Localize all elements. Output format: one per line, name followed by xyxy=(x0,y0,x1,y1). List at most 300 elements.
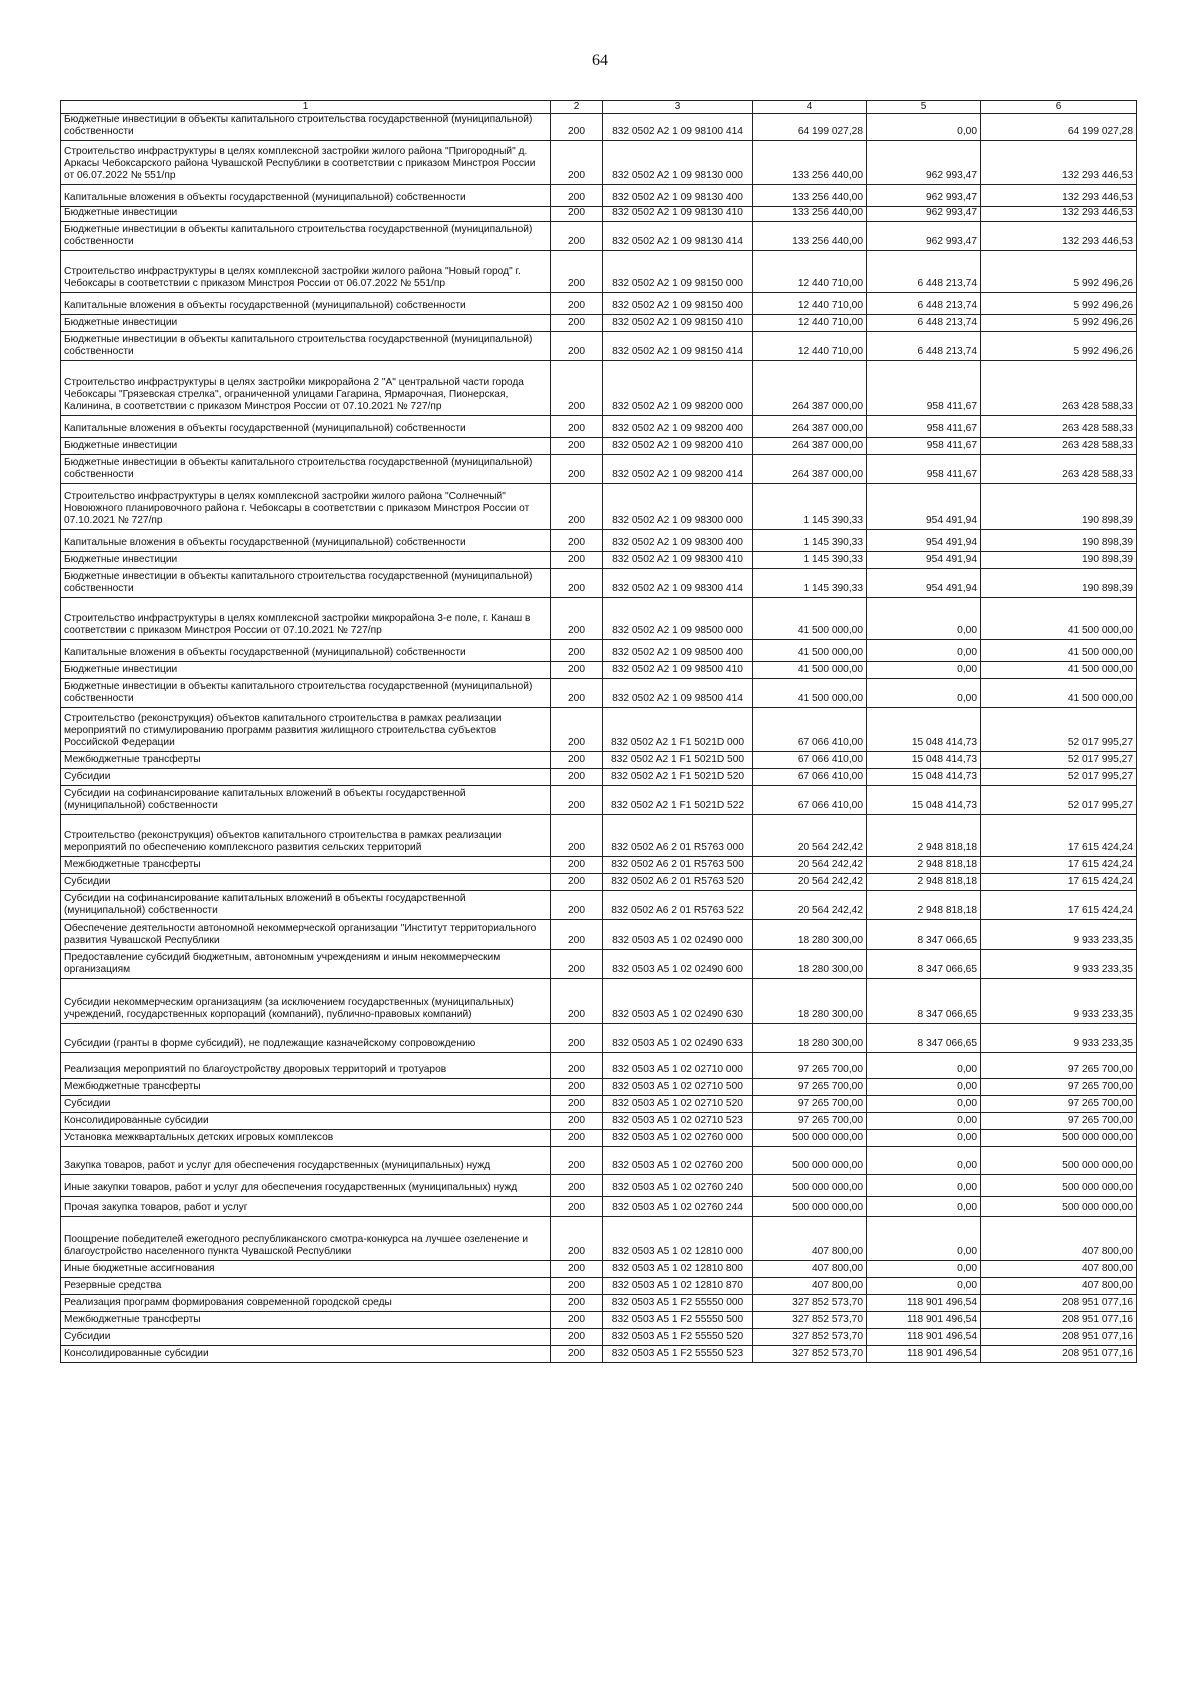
table-row xyxy=(61,250,1137,292)
amount-executed-cell: 0,00 xyxy=(867,1112,981,1129)
amount-approved-cell: 12 440 710,00 xyxy=(753,250,867,292)
amount-executed-cell: 0,00 xyxy=(867,1078,981,1095)
table-row xyxy=(61,1023,1137,1052)
code-200-cell: 200 xyxy=(551,661,603,678)
table-row xyxy=(61,1311,1137,1328)
code-200-cell: 200 xyxy=(551,360,603,415)
amount-approved-cell: 500 000 000,00 xyxy=(753,1146,867,1174)
classification-code-cell: 832 0503 A5 1 02 02490 633 xyxy=(603,1023,753,1052)
classification-code-cell: 832 0502 A2 1 09 98200 000 xyxy=(603,360,753,415)
code-200-cell: 200 xyxy=(551,768,603,785)
classification-code-cell: 832 0502 A2 1 09 98500 410 xyxy=(603,661,753,678)
code-200-cell: 200 xyxy=(551,1216,603,1260)
classification-code-cell: 832 0502 A2 1 09 98500 414 xyxy=(603,678,753,707)
code-200-cell: 200 xyxy=(551,1052,603,1078)
description-cell: Бюджетные инвестиции в объекты капитального строительства государственной (муниципальной) собственности xyxy=(61,114,551,141)
amount-remaining-cell: 500 000 000,00 xyxy=(981,1146,1137,1174)
classification-code-cell: 832 0503 A5 1 02 02710 523 xyxy=(603,1112,753,1129)
amount-approved-cell: 67 066 410,00 xyxy=(753,768,867,785)
description-cell: Строительство (реконструкция) объектов капитального строительства в рамках реализации мероприятий по стимулированию программ развития жилищного строительства субъектов Российской Федерации xyxy=(61,707,551,751)
classification-code-cell: 832 0502 A2 1 09 98150 414 xyxy=(603,331,753,360)
amount-remaining-cell: 17 615 424,24 xyxy=(981,814,1137,856)
amount-approved-cell: 264 387 000,00 xyxy=(753,415,867,437)
amount-executed-cell: 118 901 496,54 xyxy=(867,1294,981,1311)
description-cell: Обеспечение деятельности автономной некоммерческой организации "Институт территориального развития Чувашской Республики xyxy=(61,919,551,949)
amount-remaining-cell: 64 199 027,28 xyxy=(981,114,1137,141)
description-cell: Строительство инфраструктуры в целях комплексной застройки жилого района "Новый город" г. Чебоксары в соответствии с приказом Минстроя России от 06.07.2022 № 551/пр xyxy=(61,250,551,292)
description-cell: Капитальные вложения в объекты государственной (муниципальной) собственности xyxy=(61,639,551,661)
code-200-cell: 200 xyxy=(551,1078,603,1095)
classification-code-cell: 832 0502 A2 1 09 98200 414 xyxy=(603,454,753,483)
column-header: 5 xyxy=(867,101,981,114)
classification-code-cell: 832 0503 A5 1 02 02760 244 xyxy=(603,1196,753,1216)
table-row xyxy=(61,140,1137,184)
classification-code-cell: 832 0503 A5 1 02 02710 500 xyxy=(603,1078,753,1095)
table-row xyxy=(61,483,1137,529)
amount-executed-cell: 6 448 213,74 xyxy=(867,292,981,314)
table-row xyxy=(61,890,1137,919)
amount-executed-cell: 958 411,67 xyxy=(867,454,981,483)
amount-approved-cell: 133 256 440,00 xyxy=(753,184,867,206)
code-200-cell: 200 xyxy=(551,856,603,873)
amount-remaining-cell: 190 898,39 xyxy=(981,568,1137,597)
table-row xyxy=(61,1078,1137,1095)
amount-remaining-cell: 132 293 446,53 xyxy=(981,184,1137,206)
column-header: 1 xyxy=(61,101,551,114)
amount-executed-cell: 0,00 xyxy=(867,1095,981,1112)
code-200-cell: 200 xyxy=(551,114,603,141)
table-row xyxy=(61,206,1137,221)
description-cell: Поощрение победителей ежегодного республиканского смотра-конкурса на лучшее озеленение и благоустройство населенного пункта Чувашской Республики xyxy=(61,1216,551,1260)
classification-code-cell: 832 0502 A2 1 09 98130 000 xyxy=(603,140,753,184)
amount-remaining-cell: 5 992 496,26 xyxy=(981,292,1137,314)
classification-code-cell: 832 0502 A2 1 09 98300 410 xyxy=(603,551,753,568)
amount-remaining-cell: 208 951 077,16 xyxy=(981,1345,1137,1362)
amount-approved-cell: 41 500 000,00 xyxy=(753,597,867,639)
code-200-cell: 200 xyxy=(551,140,603,184)
table-row xyxy=(61,919,1137,949)
amount-executed-cell: 954 491,94 xyxy=(867,529,981,551)
classification-code-cell: 832 0502 A6 2 01 R5763 520 xyxy=(603,873,753,890)
amount-remaining-cell: 97 265 700,00 xyxy=(981,1052,1137,1078)
code-200-cell: 200 xyxy=(551,678,603,707)
amount-executed-cell: 0,00 xyxy=(867,1174,981,1196)
code-200-cell: 200 xyxy=(551,206,603,221)
classification-code-cell: 832 0502 A2 1 09 98300 000 xyxy=(603,483,753,529)
amount-remaining-cell: 97 265 700,00 xyxy=(981,1078,1137,1095)
table-row xyxy=(61,1196,1137,1216)
table-row xyxy=(61,1328,1137,1345)
amount-executed-cell: 0,00 xyxy=(867,1146,981,1174)
description-cell: Бюджетные инвестиции xyxy=(61,437,551,454)
amount-approved-cell: 1 145 390,33 xyxy=(753,551,867,568)
amount-executed-cell: 958 411,67 xyxy=(867,415,981,437)
amount-executed-cell: 962 993,47 xyxy=(867,206,981,221)
amount-approved-cell: 18 280 300,00 xyxy=(753,1023,867,1052)
classification-code-cell: 832 0502 A2 1 09 98500 000 xyxy=(603,597,753,639)
code-200-cell: 200 xyxy=(551,890,603,919)
description-cell: Бюджетные инвестиции xyxy=(61,551,551,568)
amount-executed-cell: 958 411,67 xyxy=(867,437,981,454)
amount-remaining-cell: 132 293 446,53 xyxy=(981,140,1137,184)
amount-executed-cell: 118 901 496,54 xyxy=(867,1311,981,1328)
classification-code-cell: 832 0502 A2 1 09 98150 000 xyxy=(603,250,753,292)
amount-remaining-cell: 407 800,00 xyxy=(981,1277,1137,1294)
amount-approved-cell: 18 280 300,00 xyxy=(753,978,867,1023)
amount-remaining-cell: 41 500 000,00 xyxy=(981,639,1137,661)
amount-approved-cell: 64 199 027,28 xyxy=(753,114,867,141)
amount-executed-cell: 118 901 496,54 xyxy=(867,1345,981,1362)
table-row xyxy=(61,597,1137,639)
description-cell: Капитальные вложения в объекты государственной (муниципальной) собственности xyxy=(61,529,551,551)
amount-remaining-cell: 500 000 000,00 xyxy=(981,1174,1137,1196)
code-200-cell: 200 xyxy=(551,1294,603,1311)
table-row xyxy=(61,114,1137,141)
amount-executed-cell: 15 048 414,73 xyxy=(867,751,981,768)
table-row xyxy=(61,661,1137,678)
table-row xyxy=(61,1095,1137,1112)
classification-code-cell: 832 0503 A5 1 02 02760 000 xyxy=(603,1129,753,1146)
amount-approved-cell: 133 256 440,00 xyxy=(753,140,867,184)
amount-remaining-cell: 5 992 496,26 xyxy=(981,250,1137,292)
amount-executed-cell: 15 048 414,73 xyxy=(867,768,981,785)
classification-code-cell: 832 0503 A5 1 02 12810 870 xyxy=(603,1277,753,1294)
amount-approved-cell: 12 440 710,00 xyxy=(753,314,867,331)
classification-code-cell: 832 0503 A5 1 02 02710 000 xyxy=(603,1052,753,1078)
amount-approved-cell: 1 145 390,33 xyxy=(753,568,867,597)
code-200-cell: 200 xyxy=(551,1174,603,1196)
amount-executed-cell: 962 993,47 xyxy=(867,184,981,206)
code-200-cell: 200 xyxy=(551,568,603,597)
amount-remaining-cell: 41 500 000,00 xyxy=(981,661,1137,678)
amount-remaining-cell: 97 265 700,00 xyxy=(981,1095,1137,1112)
table-row xyxy=(61,1129,1137,1146)
amount-approved-cell: 41 500 000,00 xyxy=(753,661,867,678)
amount-executed-cell: 8 347 066,65 xyxy=(867,978,981,1023)
description-cell: Строительство инфраструктуры в целях комплексной застройки жилого района "Пригородный" д. Аркасы Чебоксарского района Чувашской Республики в соответствии с приказом Минстроя России от 06.07.2022 № 551/пр xyxy=(61,140,551,184)
amount-remaining-cell: 407 800,00 xyxy=(981,1216,1137,1260)
amount-remaining-cell: 97 265 700,00 xyxy=(981,1112,1137,1129)
description-cell: Капитальные вложения в объекты государственной (муниципальной) собственности xyxy=(61,292,551,314)
code-200-cell: 200 xyxy=(551,597,603,639)
code-200-cell: 200 xyxy=(551,751,603,768)
description-cell: Бюджетные инвестиции в объекты капитального строительства государственной (муниципальной) собственности xyxy=(61,221,551,250)
table-row xyxy=(61,768,1137,785)
amount-remaining-cell: 17 615 424,24 xyxy=(981,856,1137,873)
code-200-cell: 200 xyxy=(551,1345,603,1362)
amount-approved-cell: 327 852 573,70 xyxy=(753,1328,867,1345)
description-cell: Капитальные вложения в объекты государственной (муниципальной) собственности xyxy=(61,415,551,437)
amount-executed-cell: 8 347 066,65 xyxy=(867,1023,981,1052)
table-row xyxy=(61,529,1137,551)
amount-executed-cell: 6 448 213,74 xyxy=(867,314,981,331)
classification-code-cell: 832 0502 A2 1 09 98130 410 xyxy=(603,206,753,221)
amount-approved-cell: 41 500 000,00 xyxy=(753,639,867,661)
description-cell: Строительство инфраструктуры в целях комплексной застройки микрорайона 3-е поле, г. Канаш в соответствии с приказом Минстроя России от 07.10.2021 № 727/пр xyxy=(61,597,551,639)
code-200-cell: 200 xyxy=(551,292,603,314)
amount-approved-cell: 407 800,00 xyxy=(753,1260,867,1277)
column-header: 2 xyxy=(551,101,603,114)
code-200-cell: 200 xyxy=(551,221,603,250)
amount-executed-cell: 6 448 213,74 xyxy=(867,331,981,360)
code-200-cell: 200 xyxy=(551,873,603,890)
classification-code-cell: 832 0503 A5 1 F2 55550 500 xyxy=(603,1311,753,1328)
classification-code-cell: 832 0503 A5 1 F2 55550 520 xyxy=(603,1328,753,1345)
description-cell: Предоставление субсидий бюджетным, автономным учреждениям и иным некоммерческим организациям xyxy=(61,949,551,978)
classification-code-cell: 832 0503 A5 1 02 02490 630 xyxy=(603,978,753,1023)
code-200-cell: 200 xyxy=(551,814,603,856)
amount-executed-cell: 0,00 xyxy=(867,1216,981,1260)
description-cell: Консолидированные субсидии xyxy=(61,1112,551,1129)
description-cell: Бюджетные инвестиции в объекты капитального строительства государственной (муниципальной) собственности xyxy=(61,454,551,483)
table-row xyxy=(61,814,1137,856)
description-cell: Субсидии на софинансирование капитальных вложений в объекты государственной (муниципальной) собственности xyxy=(61,890,551,919)
amount-approved-cell: 327 852 573,70 xyxy=(753,1345,867,1362)
amount-executed-cell: 2 948 818,18 xyxy=(867,873,981,890)
amount-remaining-cell: 52 017 995,27 xyxy=(981,707,1137,751)
amount-approved-cell: 500 000 000,00 xyxy=(753,1174,867,1196)
amount-remaining-cell: 132 293 446,53 xyxy=(981,221,1137,250)
amount-approved-cell: 1 145 390,33 xyxy=(753,483,867,529)
table-row xyxy=(61,707,1137,751)
classification-code-cell: 832 0502 A2 1 09 98150 410 xyxy=(603,314,753,331)
amount-approved-cell: 407 800,00 xyxy=(753,1216,867,1260)
table-row xyxy=(61,873,1137,890)
description-cell: Субсидии на софинансирование капитальных вложений в объекты государственной (муниципальной) собственности xyxy=(61,785,551,814)
amount-approved-cell: 67 066 410,00 xyxy=(753,751,867,768)
table-row xyxy=(61,1052,1137,1078)
amount-approved-cell: 97 265 700,00 xyxy=(753,1095,867,1112)
amount-approved-cell: 20 564 242,42 xyxy=(753,890,867,919)
classification-code-cell: 832 0502 A6 2 01 R5763 000 xyxy=(603,814,753,856)
amount-approved-cell: 97 265 700,00 xyxy=(753,1078,867,1095)
amount-remaining-cell: 52 017 995,27 xyxy=(981,768,1137,785)
description-cell: Иные бюджетные ассигнования xyxy=(61,1260,551,1277)
code-200-cell: 200 xyxy=(551,1311,603,1328)
table-row xyxy=(61,949,1137,978)
amount-executed-cell: 8 347 066,65 xyxy=(867,949,981,978)
amount-executed-cell: 954 491,94 xyxy=(867,568,981,597)
classification-code-cell: 832 0503 A5 1 02 02490 600 xyxy=(603,949,753,978)
amount-remaining-cell: 407 800,00 xyxy=(981,1260,1137,1277)
amount-executed-cell: 0,00 xyxy=(867,1196,981,1216)
table-row xyxy=(61,639,1137,661)
amount-remaining-cell: 190 898,39 xyxy=(981,529,1137,551)
table-row xyxy=(61,437,1137,454)
amount-remaining-cell: 132 293 446,53 xyxy=(981,206,1137,221)
description-cell: Бюджетные инвестиции xyxy=(61,661,551,678)
classification-code-cell: 832 0503 A5 1 02 02710 520 xyxy=(603,1095,753,1112)
classification-code-cell: 832 0502 A2 1 F1 5021D 520 xyxy=(603,768,753,785)
table-row xyxy=(61,292,1137,314)
classification-code-cell: 832 0502 A2 1 09 98130 400 xyxy=(603,184,753,206)
description-cell: Реализация программ формирования современной городской среды xyxy=(61,1294,551,1311)
code-200-cell: 200 xyxy=(551,639,603,661)
table-row xyxy=(61,331,1137,360)
amount-remaining-cell: 9 933 233,35 xyxy=(981,919,1137,949)
description-cell: Прочая закупка товаров, работ и услуг xyxy=(61,1196,551,1216)
classification-code-cell: 832 0502 A2 1 09 98300 414 xyxy=(603,568,753,597)
code-200-cell: 200 xyxy=(551,1328,603,1345)
code-200-cell: 200 xyxy=(551,454,603,483)
description-cell: Межбюджетные трансферты xyxy=(61,751,551,768)
classification-code-cell: 832 0503 A5 1 F2 55550 000 xyxy=(603,1294,753,1311)
classification-code-cell: 832 0502 A2 1 09 98150 400 xyxy=(603,292,753,314)
classification-code-cell: 832 0503 A5 1 02 02490 000 xyxy=(603,919,753,949)
classification-code-cell: 832 0503 A5 1 02 12810 000 xyxy=(603,1216,753,1260)
amount-remaining-cell: 190 898,39 xyxy=(981,551,1137,568)
amount-remaining-cell: 208 951 077,16 xyxy=(981,1311,1137,1328)
classification-code-cell: 832 0502 A2 1 09 98300 400 xyxy=(603,529,753,551)
header-row xyxy=(61,101,1137,114)
code-200-cell: 200 xyxy=(551,184,603,206)
classification-code-cell: 832 0502 A2 1 F1 5021D 000 xyxy=(603,707,753,751)
amount-executed-cell: 0,00 xyxy=(867,1260,981,1277)
amount-executed-cell: 0,00 xyxy=(867,597,981,639)
amount-approved-cell: 264 387 000,00 xyxy=(753,437,867,454)
table-row xyxy=(61,1294,1137,1311)
code-200-cell: 200 xyxy=(551,483,603,529)
amount-remaining-cell: 263 428 588,33 xyxy=(981,437,1137,454)
description-cell: Строительство (реконструкция) объектов капитального строительства в рамках реализации мероприятий по обеспечению комплексного развития сельских территорий xyxy=(61,814,551,856)
classification-code-cell: 832 0502 A2 1 F1 5021D 522 xyxy=(603,785,753,814)
amount-approved-cell: 12 440 710,00 xyxy=(753,292,867,314)
amount-remaining-cell: 263 428 588,33 xyxy=(981,454,1137,483)
amount-remaining-cell: 500 000 000,00 xyxy=(981,1129,1137,1146)
amount-executed-cell: 0,00 xyxy=(867,661,981,678)
classification-code-cell: 832 0502 A2 1 09 98200 400 xyxy=(603,415,753,437)
code-200-cell: 200 xyxy=(551,785,603,814)
code-200-cell: 200 xyxy=(551,978,603,1023)
table-row xyxy=(61,568,1137,597)
amount-executed-cell: 0,00 xyxy=(867,1129,981,1146)
column-header: 4 xyxy=(753,101,867,114)
amount-remaining-cell: 208 951 077,16 xyxy=(981,1328,1137,1345)
amount-executed-cell: 962 993,47 xyxy=(867,140,981,184)
amount-executed-cell: 2 948 818,18 xyxy=(867,814,981,856)
table-row xyxy=(61,221,1137,250)
code-200-cell: 200 xyxy=(551,919,603,949)
table-row xyxy=(61,856,1137,873)
table-row xyxy=(61,785,1137,814)
amount-approved-cell: 18 280 300,00 xyxy=(753,949,867,978)
amount-executed-cell: 0,00 xyxy=(867,114,981,141)
amount-approved-cell: 327 852 573,70 xyxy=(753,1294,867,1311)
classification-code-cell: 832 0502 A6 2 01 R5763 522 xyxy=(603,890,753,919)
description-cell: Строительство инфраструктуры в целях застройки микрорайона 2 "А" центральной части города Чебоксары "Грязевская стрелка", ограниченной улицами Гагарина, Ярмарочная, Пионерская, Калинина, в соответствии с приказом Минстроя России от 07.10.2021 № 727/пр xyxy=(61,360,551,415)
code-200-cell: 200 xyxy=(551,250,603,292)
description-cell: Бюджетные инвестиции в объекты капитального строительства государственной (муниципальной) собственности xyxy=(61,568,551,597)
table-row xyxy=(61,454,1137,483)
amount-approved-cell: 1 145 390,33 xyxy=(753,529,867,551)
classification-code-cell: 832 0502 A2 1 F1 5021D 500 xyxy=(603,751,753,768)
code-200-cell: 200 xyxy=(551,1023,603,1052)
classification-code-cell: 832 0502 A2 1 09 98500 400 xyxy=(603,639,753,661)
amount-approved-cell: 97 265 700,00 xyxy=(753,1052,867,1078)
amount-remaining-cell: 52 017 995,27 xyxy=(981,751,1137,768)
amount-remaining-cell: 190 898,39 xyxy=(981,483,1137,529)
code-200-cell: 200 xyxy=(551,949,603,978)
amount-executed-cell: 0,00 xyxy=(867,639,981,661)
amount-remaining-cell: 41 500 000,00 xyxy=(981,678,1137,707)
table-row xyxy=(61,1216,1137,1260)
amount-executed-cell: 118 901 496,54 xyxy=(867,1328,981,1345)
description-cell: Бюджетные инвестиции xyxy=(61,314,551,331)
description-cell: Субсидии (гранты в форме субсидий), не подлежащие казначейскому сопровождению xyxy=(61,1023,551,1052)
code-200-cell: 200 xyxy=(551,1095,603,1112)
amount-remaining-cell: 9 933 233,35 xyxy=(981,978,1137,1023)
description-cell: Бюджетные инвестиции в объекты капитального строительства государственной (муниципальной) собственности xyxy=(61,678,551,707)
description-cell: Бюджетные инвестиции xyxy=(61,206,551,221)
code-200-cell: 200 xyxy=(551,707,603,751)
table-row xyxy=(61,1174,1137,1196)
table-row xyxy=(61,1112,1137,1129)
amount-approved-cell: 264 387 000,00 xyxy=(753,360,867,415)
table-row xyxy=(61,1277,1137,1294)
code-200-cell: 200 xyxy=(551,1129,603,1146)
amount-approved-cell: 327 852 573,70 xyxy=(753,1311,867,1328)
code-200-cell: 200 xyxy=(551,1112,603,1129)
amount-approved-cell: 20 564 242,42 xyxy=(753,856,867,873)
classification-code-cell: 832 0503 A5 1 F2 55550 523 xyxy=(603,1345,753,1362)
table-row xyxy=(61,360,1137,415)
description-cell: Субсидии xyxy=(61,768,551,785)
description-cell: Капитальные вложения в объекты государственной (муниципальной) собственности xyxy=(61,184,551,206)
description-cell: Субсидии xyxy=(61,1095,551,1112)
description-cell: Реализация мероприятий по благоустройству дворовых территорий и тротуаров xyxy=(61,1052,551,1078)
description-cell: Межбюджетные трансферты xyxy=(61,1311,551,1328)
amount-remaining-cell: 17 615 424,24 xyxy=(981,890,1137,919)
description-cell: Субсидии некоммерческим организациям (за исключением государственных (муниципальных) учреждений, государственных корпораций (компаний), публично-правовых компаний) xyxy=(61,978,551,1023)
table-row xyxy=(61,978,1137,1023)
table-row xyxy=(61,1146,1137,1174)
amount-executed-cell: 958 411,67 xyxy=(867,360,981,415)
amount-remaining-cell: 17 615 424,24 xyxy=(981,873,1137,890)
amount-approved-cell: 20 564 242,42 xyxy=(753,873,867,890)
classification-code-cell: 832 0503 A5 1 02 02760 240 xyxy=(603,1174,753,1196)
table-row xyxy=(61,551,1137,568)
column-header: 6 xyxy=(981,101,1137,114)
description-cell: Иные закупки товаров, работ и услуг для обеспечения государственных (муниципальных) нужд xyxy=(61,1174,551,1196)
table-row xyxy=(61,751,1137,768)
code-200-cell: 200 xyxy=(551,1146,603,1174)
code-200-cell: 200 xyxy=(551,314,603,331)
amount-remaining-cell: 9 933 233,35 xyxy=(981,949,1137,978)
table-row xyxy=(61,678,1137,707)
amount-executed-cell: 0,00 xyxy=(867,678,981,707)
amount-approved-cell: 41 500 000,00 xyxy=(753,678,867,707)
amount-approved-cell: 500 000 000,00 xyxy=(753,1129,867,1146)
page-number: 64 xyxy=(592,52,608,69)
amount-executed-cell: 954 491,94 xyxy=(867,483,981,529)
column-header: 3 xyxy=(603,101,753,114)
amount-approved-cell: 67 066 410,00 xyxy=(753,785,867,814)
code-200-cell: 200 xyxy=(551,1277,603,1294)
amount-approved-cell: 133 256 440,00 xyxy=(753,206,867,221)
amount-executed-cell: 15 048 414,73 xyxy=(867,707,981,751)
table-row xyxy=(61,1345,1137,1362)
amount-approved-cell: 264 387 000,00 xyxy=(753,454,867,483)
amount-approved-cell: 133 256 440,00 xyxy=(753,221,867,250)
code-200-cell: 200 xyxy=(551,437,603,454)
description-cell: Субсидии xyxy=(61,1328,551,1345)
amount-executed-cell: 962 993,47 xyxy=(867,221,981,250)
classification-code-cell: 832 0502 A2 1 09 98130 414 xyxy=(603,221,753,250)
table-row xyxy=(61,415,1137,437)
amount-approved-cell: 500 000 000,00 xyxy=(753,1196,867,1216)
code-200-cell: 200 xyxy=(551,551,603,568)
amount-approved-cell: 20 564 242,42 xyxy=(753,814,867,856)
